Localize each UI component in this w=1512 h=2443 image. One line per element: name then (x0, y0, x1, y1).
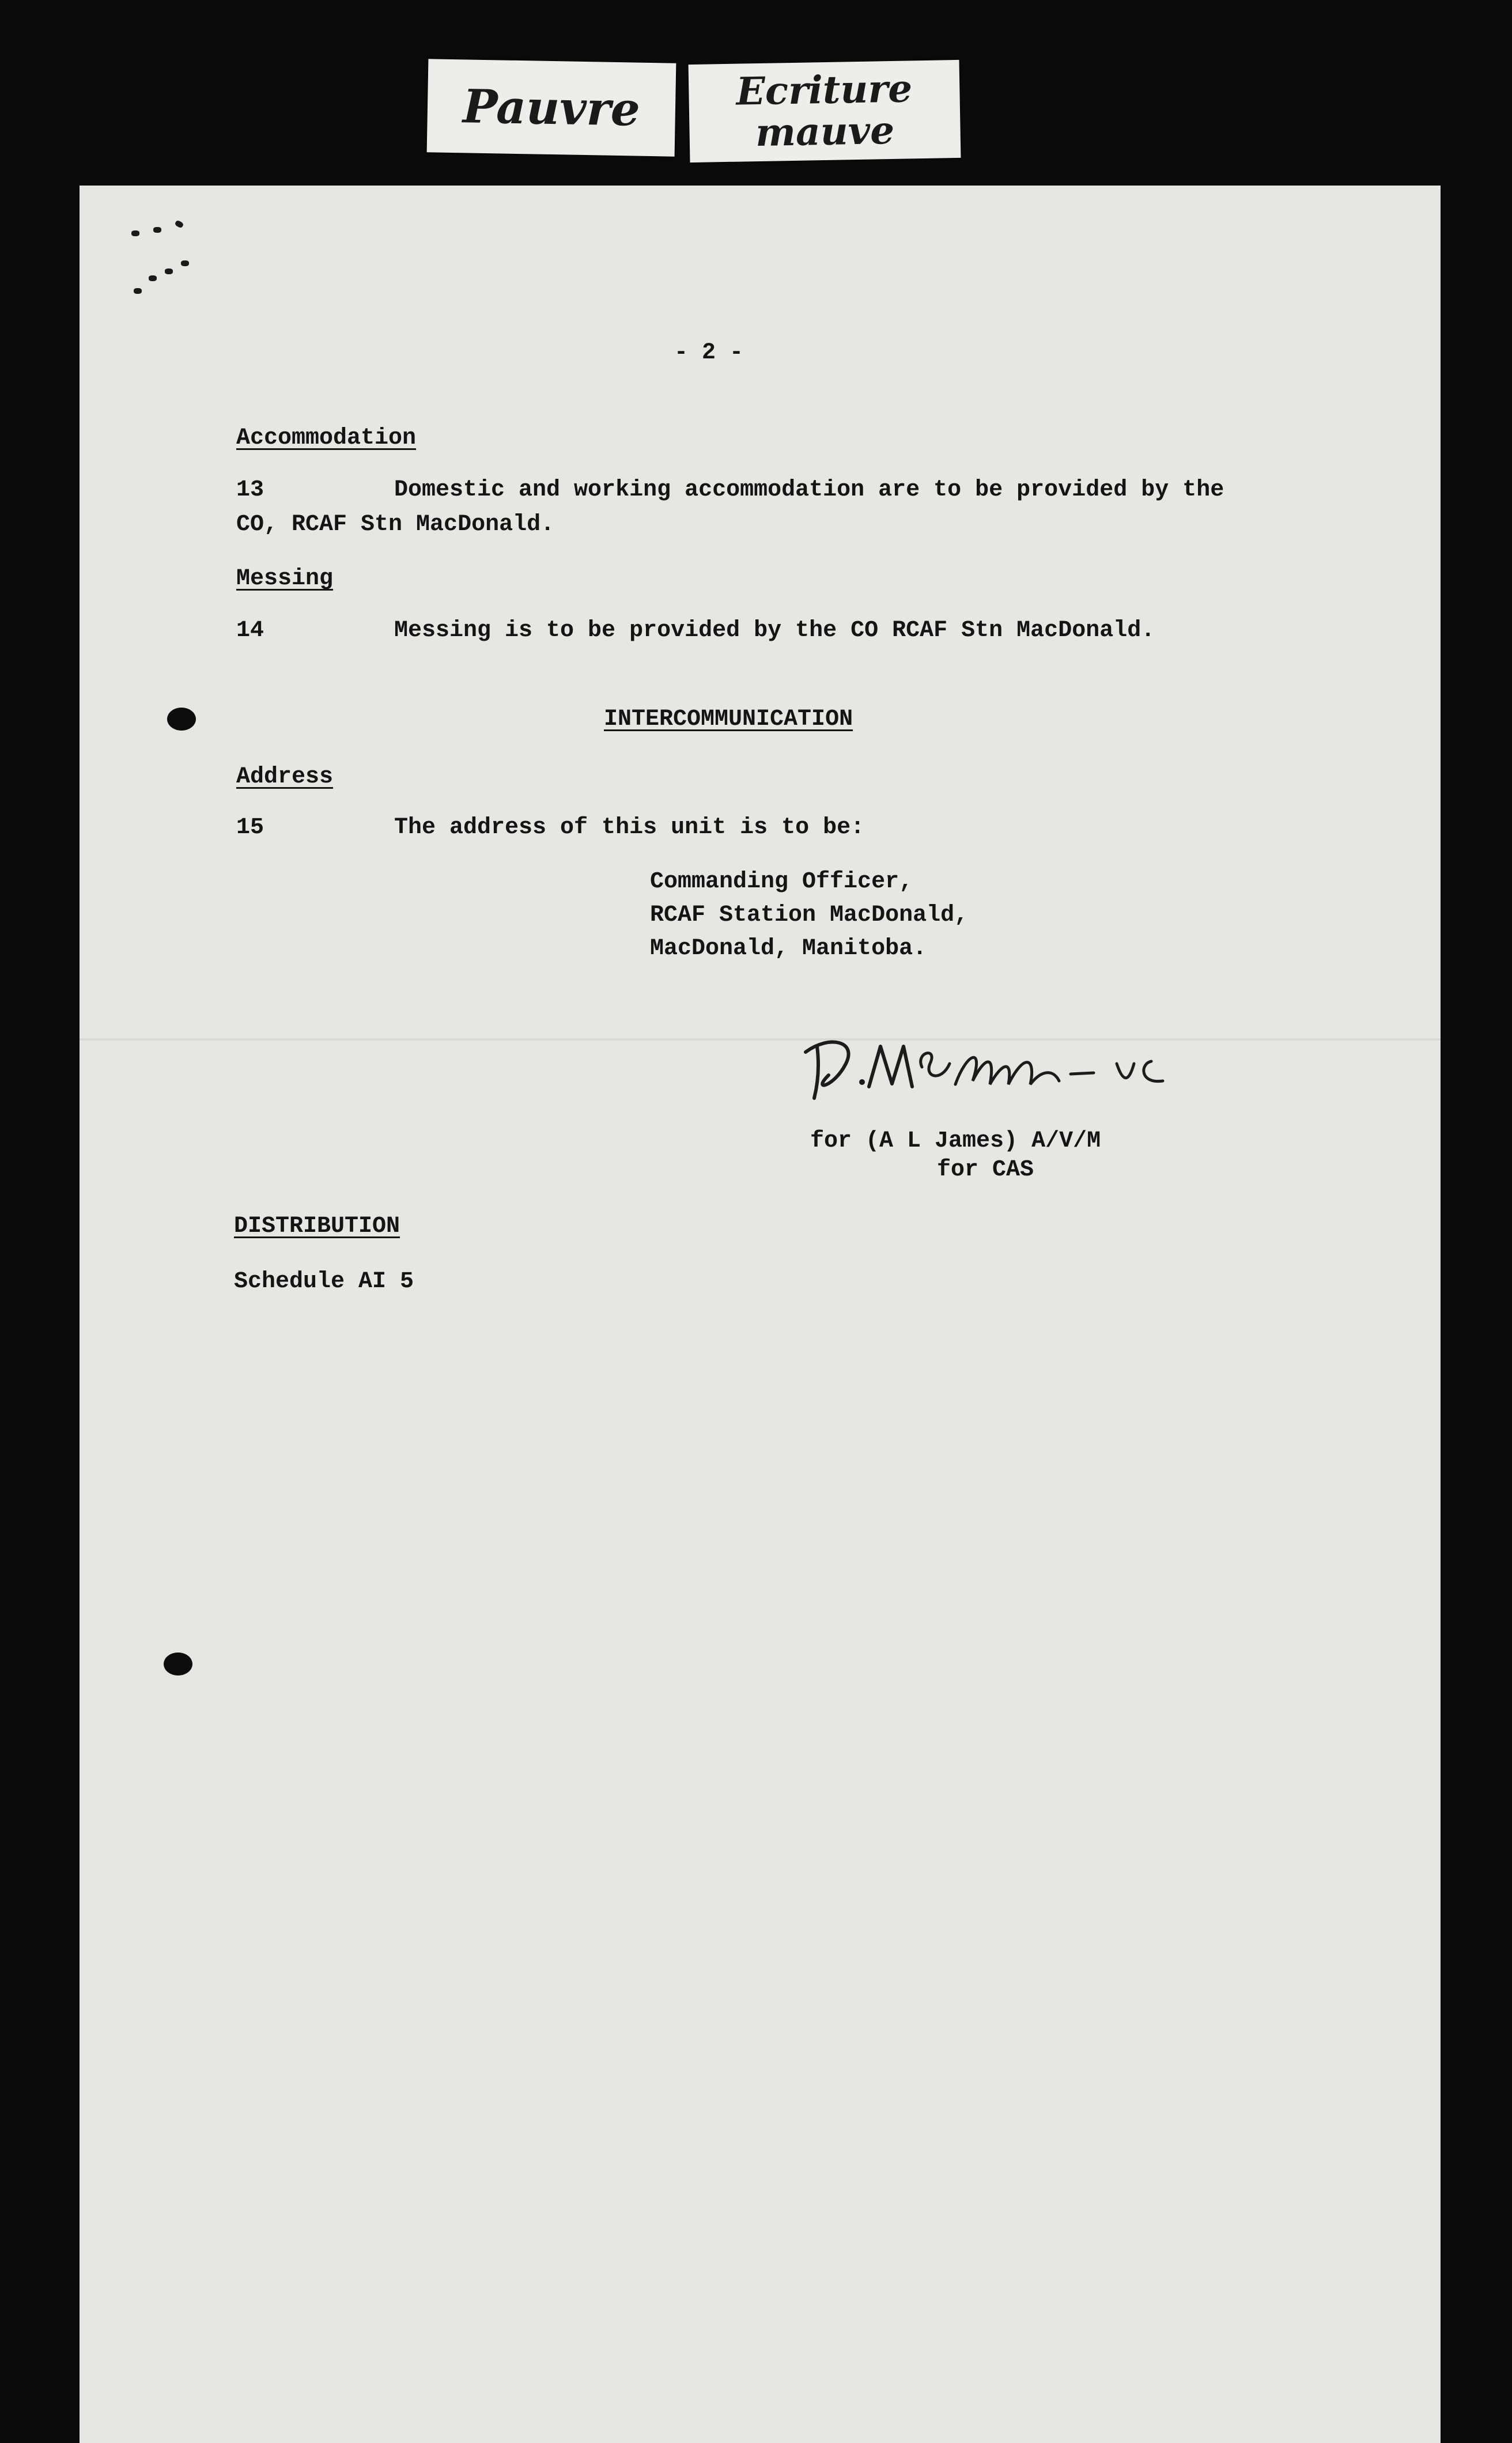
fold-line (80, 1038, 1441, 1041)
signature-for-line: for (A L James) A/V/M (810, 1128, 1101, 1154)
para-13-line2: CO, RCAF Stn MacDonald. (236, 512, 555, 538)
heading-distribution: DISTRIBUTION (234, 1213, 400, 1239)
document-page (80, 186, 1441, 2443)
handwritten-signature (794, 1029, 1186, 1110)
label-tag-left (427, 59, 676, 156)
heading-accommodation: Accommodation (236, 425, 417, 451)
label-tag-left-text: Pauvre (462, 79, 641, 137)
heading-messing: Messing (236, 566, 334, 592)
signature-graphic (794, 1029, 1186, 1110)
distribution-schedule: Schedule AI 5 (234, 1269, 414, 1295)
label-tag-right-line2: mauve (755, 107, 895, 156)
address-line2: RCAF Station MacDonald, (650, 902, 969, 928)
para-14-line1: Messing is to be provided by the CO RCAF Stn MacDonald. (394, 618, 1155, 644)
corner-ink-marks (131, 219, 201, 300)
address-line3: MacDonald, Manitoba. (650, 936, 927, 962)
page-number: - 2 - (674, 340, 744, 366)
para-number-14: 14 (236, 618, 264, 644)
para-15-line1: The address of this unit is to be: (394, 815, 865, 841)
punch-hole (167, 708, 196, 731)
label-tag-right-line1: Ecriture (735, 66, 913, 114)
punch-hole (164, 1652, 192, 1676)
para-13-line1: Domestic and working accommodation are to be provided by the (394, 477, 1224, 503)
address-line1: Commanding Officer, (650, 869, 913, 895)
heading-intercommunication: INTERCOMMUNICATION (604, 706, 853, 732)
para-number-15: 15 (236, 815, 264, 841)
para-number-13: 13 (236, 477, 264, 503)
label-tag-right (689, 60, 961, 162)
signature-for-cas: for CAS (937, 1157, 1034, 1183)
heading-address: Address (236, 764, 334, 790)
